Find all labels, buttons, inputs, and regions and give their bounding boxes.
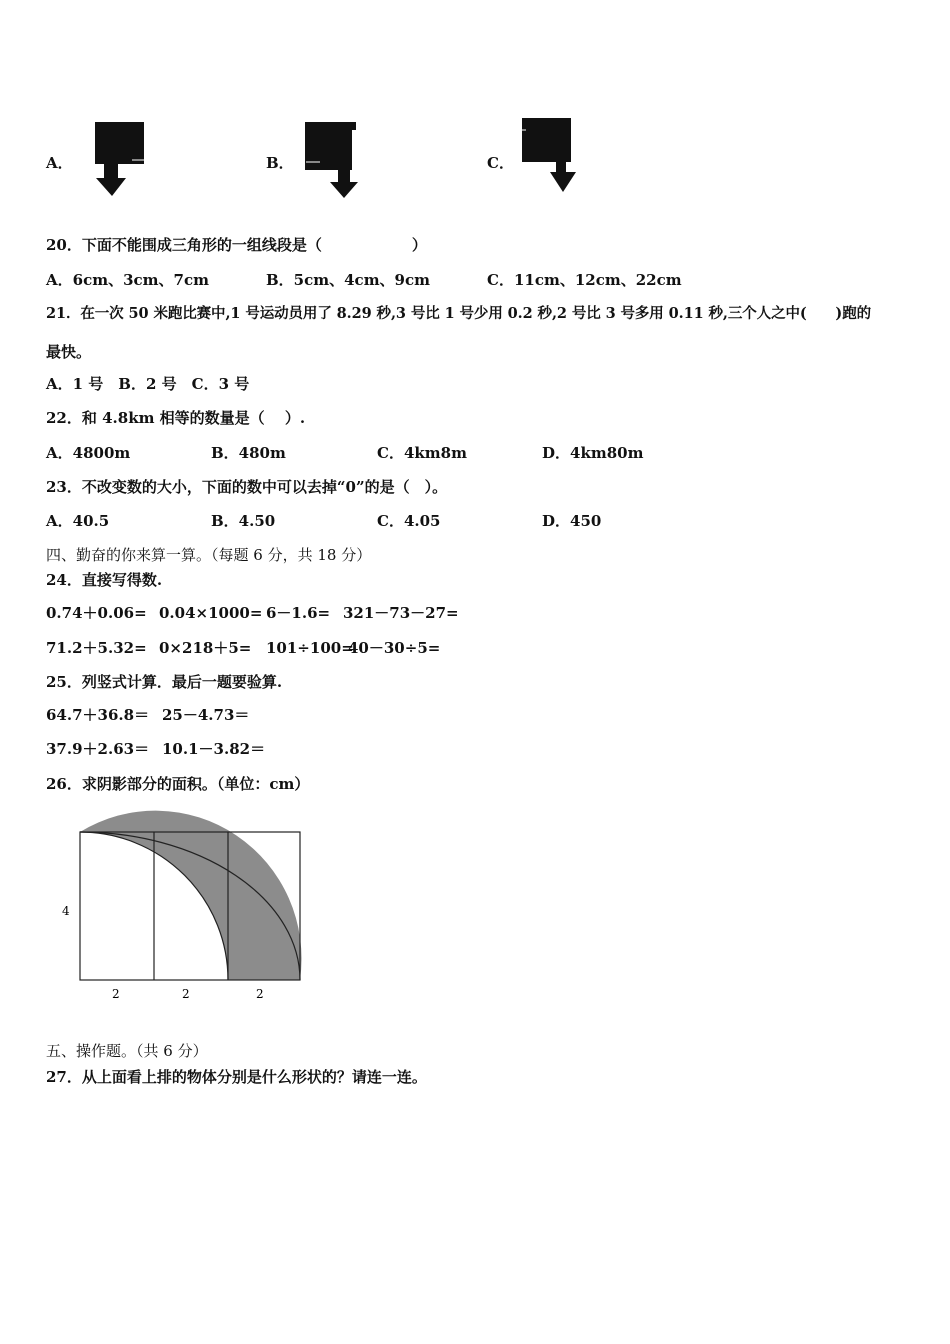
q19-option-a-label: A． [46,154,73,172]
q20-option-b: B．5cm、4cm、9cm [266,271,431,289]
q25-row1-item1: 64.7＋36.8＝ [46,706,150,724]
width-label-1: 2 [112,987,120,1001]
q21-options: A．1 号 B．2 号 C．3 号 [46,375,250,393]
q24-question: 24．直接写得数. [46,571,163,589]
height-label: 4 [62,904,70,918]
q26-question: 26．求阴影部分的面积。（单位：cm） [46,775,310,793]
q24-row1-item2: 0.04×1000= [159,604,263,622]
q25-row2-item2: 10.1－3.82＝ [162,740,266,758]
q19-option-c-label: C． [487,154,514,172]
q23-question: 23．不改变数的大小，下面的数中可以去掉“0”的是（ ）。 [46,478,448,496]
q21-question-line1: 21．在一次 50 米跑比赛中,1 号运动员用了 8.29 秒,3 号比 1 号少用 0.2 秒,2 号比 3 号多用 0.11 秒,三个人之中( )跑的 [46,305,871,322]
q19-option-b-figure [302,120,364,202]
q19-option-b-label: B． [266,154,294,172]
q24-row2-item1: 71.2＋5.32= [46,639,147,657]
width-label-2: 2 [182,987,190,1001]
q23-option-d: D．450 [542,512,602,530]
section-5-title: 五、操作题。（共 6 分） [46,1042,208,1060]
q24-row2-item4: 40－30÷5= [348,639,441,657]
q19-option-a-figure [92,120,152,200]
q25-row2-item1: 37.9＋2.63＝ [46,740,150,758]
q26-shaded-area-figure [56,824,316,1010]
q24-row1-item1: 0.74＋0.06= [46,604,147,622]
q22-option-c: C．4km8m [377,444,467,462]
q23-option-a: A．40.5 [46,512,110,530]
q22-question: 22．和 4.8km 相等的数量是（ ）. [46,409,306,427]
q24-row1-item3: 6－1.6= [266,604,331,622]
q20-option-c: C．11cm、12cm、22cm [487,271,682,289]
q21-question-line2: 最快。 [46,343,92,361]
q23-option-b: B．4.50 [211,512,276,530]
q22-option-a: A．4800m [46,444,131,462]
q20-option-a: A．6cm、3cm、7cm [46,271,209,289]
q22-option-b: B．480m [211,444,286,462]
q22-option-d: D．4km80m [542,444,644,462]
q19-option-c-figure [520,116,582,196]
q20-question: 20．下面不能围成三角形的一组线段是（ ） [46,236,427,254]
q25-row1-item2: 25－4.73＝ [162,706,250,724]
q24-row1-item4: 321－73－27= [343,604,459,622]
q23-option-c: C．4.05 [377,512,441,530]
width-label-3: 2 [256,987,264,1001]
section-4-title: 四、勤奋的你来算一算。（每题 6 分，共 18 分） [46,546,372,564]
q27-question: 27．从上面看上排的物体分别是什么形状的？请连一连。 [46,1068,427,1086]
q24-row2-item2: 0×218＋5= [159,639,252,657]
q24-row2-item3: 101÷100= [266,639,354,657]
q25-question: 25．列竖式计算．最后一题要验算. [46,673,283,691]
